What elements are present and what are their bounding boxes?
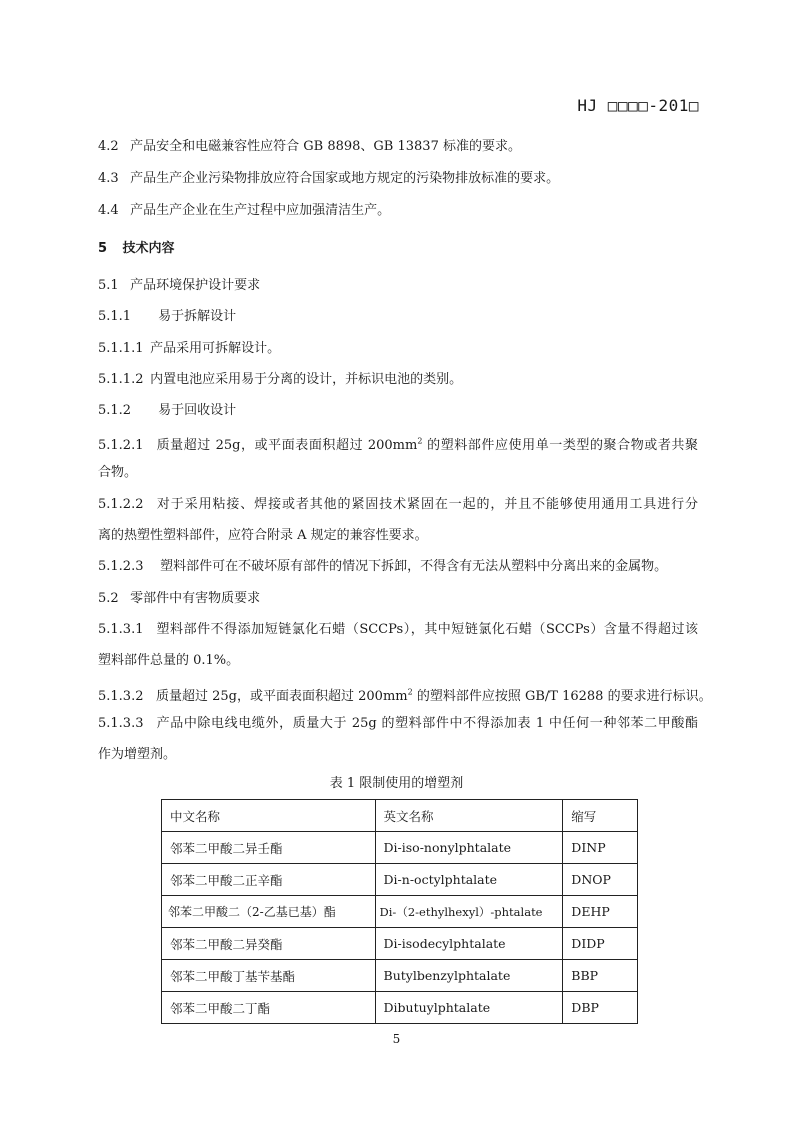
clause-number: 5.1.2.1 (98, 438, 144, 454)
clause-number: 4.3 (98, 171, 119, 186)
table-row (162, 960, 638, 992)
clause-5-1 (98, 277, 260, 295)
section-5-heading (98, 240, 175, 258)
cell-chinese-name: 邻苯二甲酸二异癸酯 (162, 928, 376, 960)
header-cell: 缩写 (563, 800, 638, 832)
cell-english-name: Di-iso-nonylphtalate (375, 832, 563, 864)
clause-number: 4.4 (98, 203, 119, 218)
header-cell: 英文名称 (375, 800, 563, 832)
clause-text: 塑料部件不得添加短链氯化石蜡（SCCPs），其中短链氯化石蜡（SCCPs）含量不得超过该 (156, 622, 698, 637)
clause-continuation: 塑料部件总量的 0.1%。 (98, 653, 240, 668)
clause-text: 塑料部件可在不破坏原有部件的情况下拆卸，不得含有无法从塑料中分离出来的金属物。 (160, 559, 668, 574)
cell-abbreviation: BBP (563, 960, 638, 992)
table-row (162, 832, 638, 864)
clause-text: 零部件中有害物质要求 (130, 591, 261, 606)
table-caption: 表 1 限制使用的增塑剂 (329, 776, 464, 791)
clause-number: 5.1.2.3 (98, 559, 144, 574)
clause-text: 产品环境保护设计要求 (130, 278, 261, 293)
clause-number: 5.1.3.2 (98, 689, 144, 705)
cell-chinese-name: 邻苯二甲酸丁基苄基酯 (162, 960, 376, 992)
clause-continuation: 合物。 (98, 465, 138, 480)
cell-english-name: Di-isodecylphtalate (375, 928, 563, 960)
clause-5-1-1-1 (98, 340, 280, 358)
clause-number: 5.1.1.2 (98, 372, 144, 387)
clause-text: 产品生产企业在生产过程中应加强清洁生产。 (130, 203, 391, 218)
plasticizer-table (161, 799, 638, 1024)
clause-text: 内置电池应采用易于分离的设计，并标识电池的类别。 (150, 372, 463, 387)
section-number: 5 (98, 241, 108, 256)
page-number: 5 (392, 1032, 401, 1046)
clause-number: 5.1 (98, 278, 119, 293)
clause-number: 5.1.1.1 (98, 341, 144, 356)
clause-5-1-3-1 (98, 621, 698, 639)
clause-continuation: 离的热塑性塑料部件，应符合附录 A 规定的兼容性要求。 (98, 528, 428, 543)
section-title: 技术内容 (122, 241, 175, 256)
table-row (162, 896, 638, 928)
clause-5-1-2-1 (98, 433, 698, 455)
clause-5-1-2-3 (98, 558, 667, 576)
clause-5-1-3-2 (98, 684, 712, 706)
clause-5-1-2-2 (98, 496, 698, 514)
clause-5-1-1-2 (98, 371, 462, 389)
clause-5-2 (98, 590, 260, 608)
cell-english-name: Di-（2-ethylhexyl）-phtalate (375, 896, 563, 928)
cell-english-name: Butylbenzylphtalate (375, 960, 563, 992)
cell-abbreviation: DEHP (563, 896, 638, 928)
cell-abbreviation: DNOP (563, 864, 638, 896)
cell-english-name: Dibutuylphtalate (375, 992, 563, 1024)
clause-number: 5.1.1 (98, 309, 132, 324)
clause-number: 4.2 (98, 139, 119, 154)
cell-abbreviation: DBP (563, 992, 638, 1024)
cell-chinese-name: 邻苯二甲酸二异壬酯 (162, 832, 376, 864)
clause-number: 5.1.2 (98, 403, 132, 418)
clause-text: 质量超过 25g，或平面表面积超过 $200mm^2$ 的塑料部件应使用单一类型的聚合物或者共聚 (156, 437, 698, 454)
header-cell: 中文名称 (162, 800, 376, 832)
clause-number: 5.2 (98, 591, 119, 606)
table-row (162, 928, 638, 960)
clause-4-2 (98, 138, 521, 156)
clause-5-1-1 (98, 308, 236, 326)
cell-chinese-name: 邻苯二甲酸二（2-乙基已基）酯 (162, 896, 376, 928)
cell-abbreviation: DIDP (563, 928, 638, 960)
clause-number: 5.1.2.2 (98, 497, 144, 512)
clause-text: 易于回收设计 (158, 403, 237, 418)
clause-text: 质量超过 25g，或平面表面积超过 $200mm^2$ 的塑料部件应按照 GB/T 16288 的要求进行标识。 (156, 688, 712, 705)
clause-5-1-2 (98, 402, 236, 420)
cell-english-name: Di-n-octylphtalate (375, 864, 563, 896)
clause-number: 5.1.3.3 (98, 716, 144, 731)
table-row (162, 864, 638, 896)
table-header-row (162, 800, 638, 832)
clause-4-3 (98, 170, 559, 188)
clause-text: 产品生产企业污染物排放应符合国家或地方规定的污染物排放标准的要求。 (130, 171, 560, 186)
cell-chinese-name: 邻苯二甲酸二正辛酯 (162, 864, 376, 896)
clause-4-4 (98, 202, 390, 220)
clause-text: 产品采用可拆解设计。 (150, 341, 281, 356)
clause-text: 对于采用粘接、焊接或者其他的紧固技术紧固在一起的，并且不能够使用通用工具进行分 (156, 497, 698, 512)
clause-5-1-3-3 (98, 715, 698, 733)
table-row (162, 992, 638, 1024)
cell-chinese-name: 邻苯二甲酸二丁酯 (162, 992, 376, 1024)
clause-number: 5.1.3.1 (98, 622, 144, 637)
clause-text: 产品中除电线电缆外，质量大于 25g 的塑料部件中不得添加表 1 中任何一种邻苯二甲酸酯 (156, 716, 698, 731)
clause-continuation: 作为增塑剂。 (98, 747, 177, 762)
clause-text: 易于拆解设计 (158, 309, 237, 324)
clause-text: 产品安全和电磁兼容性应符合 GB 8898、GB 13837 标准的要求。 (130, 139, 521, 154)
document-code-header: HJ □□□□-201□ (577, 96, 699, 115)
cell-abbreviation: DINP (563, 832, 638, 864)
